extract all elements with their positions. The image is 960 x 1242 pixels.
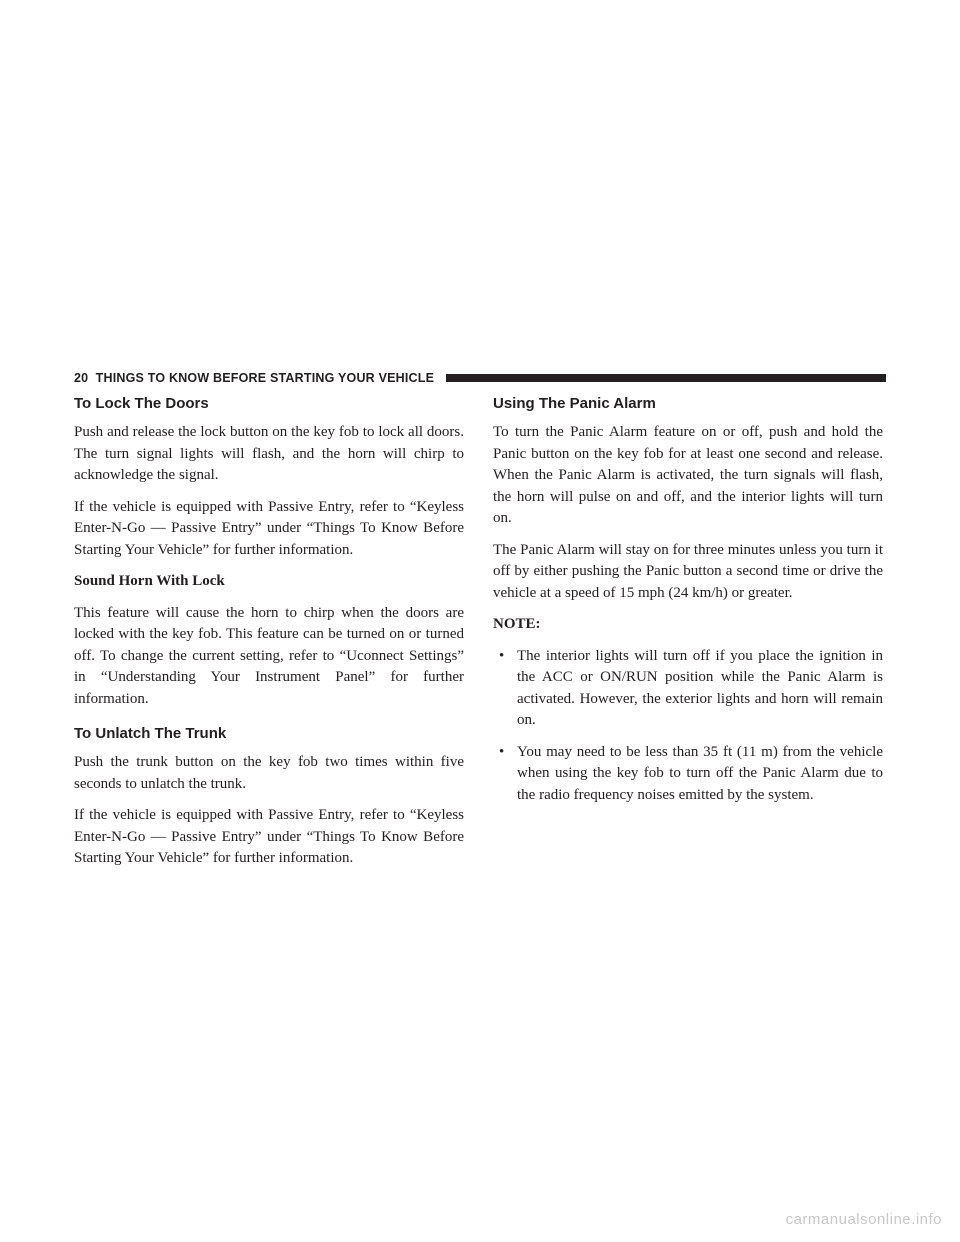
bullet-icon: • [499,743,505,760]
sound-horn-subheading: Sound Horn With Lock [74,573,225,589]
trunk-passive-entry-paragraph: If the vehicle is equipped with Passive Entry, refer to “Keyless Enter-N-Go — Passive Entry” under “Things To Know Before Starting Your Vehicle” for further information. [74,807,464,866]
page-header-text [74,370,434,386]
passive-entry-paragraph: If the vehicle is equipped with Passive Entry, refer to “Keyless Enter-N-Go — Passive Entry” under “Things To Know Before Starting Your Vehicle” for further information. [74,498,464,558]
panic-alarm-heading: Using The Panic Alarm [493,395,656,412]
page-header [74,370,886,386]
list-item-text: You may need to be less than 35 ft (11 m) from the vehicle when using the key fob to turn off the Panic Alarm due to the radio frequency noises emitted by the system. [517,743,883,803]
list-item-text: The interior lights will turn off if you place the ignition in the ACC or ON/RUN position while the Panic Alarm is activated. However, the exterior lights and horn will remain on. [517,647,883,728]
panic-alarm-paragraph-1: To turn the Panic Alarm feature on or off, push and hold the Panic button on the key fob for at least one second and release. When the Panic Alarm is activated, the turn signals will flash, the horn will pulse on and off, and the interior lights will turn on. [493,424,883,526]
bullet-icon: • [499,647,505,664]
unlatch-trunk-paragraph: Push the trunk button on the key fob two times within five seconds to unlatch the trunk. [74,754,464,792]
left-column [74,394,464,880]
right-column [493,394,883,816]
lock-doors-paragraph: Push and release the lock button on the key fob to lock all doors. The turn signal lights will flash, and the horn will chirp to acknowledge the signal. [74,424,464,483]
panic-alarm-paragraph-2: The Panic Alarm will stay on for three minutes unless you turn it off by either pushing the Panic button a second time or drive the vehicle at a speed of 15 mph (24 km/h) or greater. [493,541,883,601]
lock-doors-heading: To Lock The Doors [74,395,209,412]
note-list [493,646,883,807]
page-number: 20 [74,371,89,385]
unlatch-trunk-heading: To Unlatch The Trunk [74,725,227,742]
list-item [493,646,883,732]
list-item [493,742,883,807]
sound-horn-paragraph: This feature will cause the horn to chirp when the doors are locked with the key fob. This feature can be turned on or turned off. To change the current setting, refer to “Uconnect Settings” in “Understanding Your Instrument Panel” for further information. [74,604,464,707]
note-label: NOTE: [493,616,541,632]
section-title: THINGS TO KNOW BEFORE STARTING YOUR VEHICLE [95,371,435,385]
header-rule [446,374,886,382]
watermark: carmanualsonline.info [785,1211,942,1228]
